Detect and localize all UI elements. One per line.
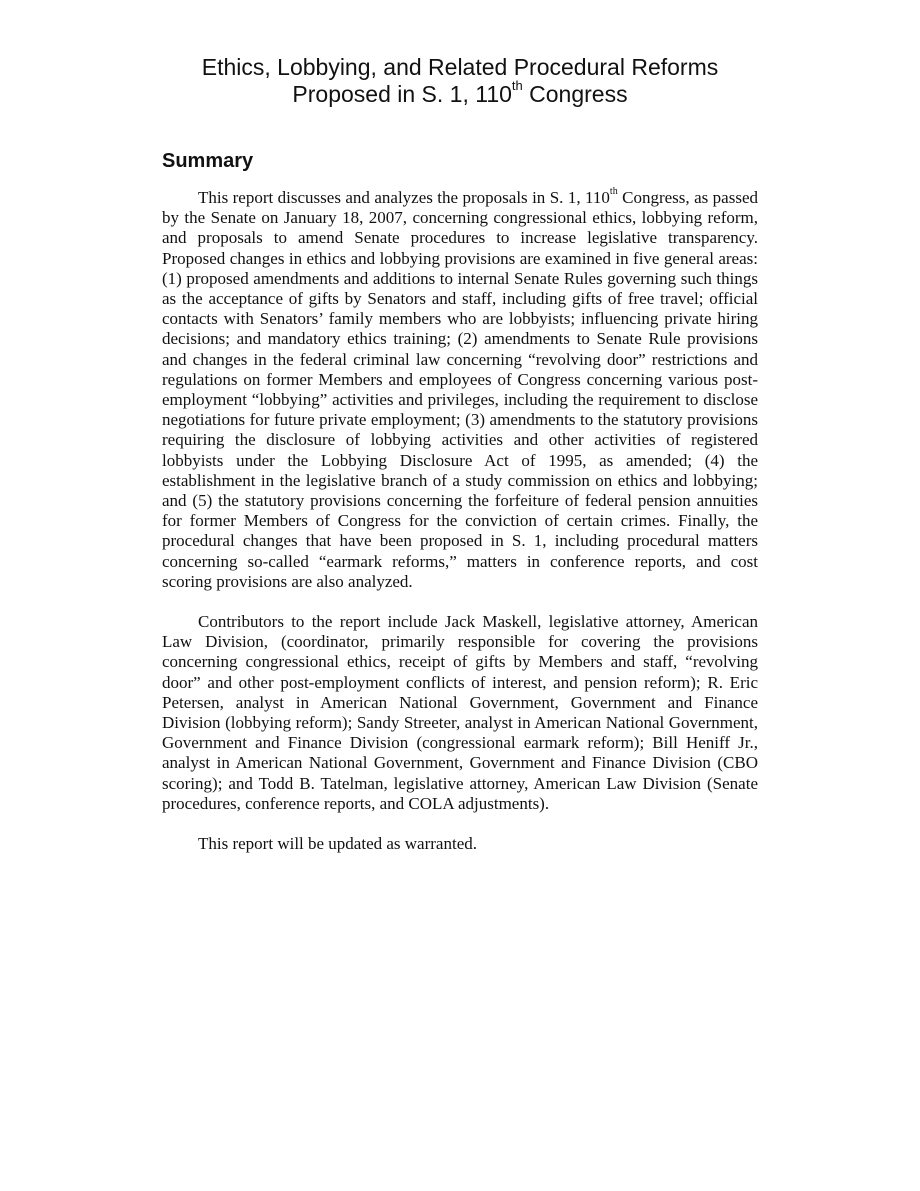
document-page bbox=[162, 54, 758, 854]
paragraph-1-text-rest: Congress, as passed by the Senate on January 18, 2007, concerning congressional ethics, lobbying reform, and proposals to amend Senate procedures to increase legislative transparency. Proposed changes in ethics and lobbying provisions are examined in five general areas: (1) proposed amendments and additions to internal Senate Rules governing such things as the acceptance of gifts by Senators and staff, including gifts of free travel; official contacts with Senators’ family members who are lobbyists; influencing private hiring decisions; and mandatory ethics training; (2) amendments to Senate Rule provisions and changes in the federal criminal law concerning “revolving door” restrictions and regulations on former Members and employees of Congress concerning various post-employment “lobbying” activities and privileges, including the requirement to disclose negotiations for future private employment; (3) amendments to the statutory provisions requiring the disclosure of lobbying activities and other activities of registered lobbyists under the Lobbying Disclosure Act of 1995, as amended; (4) the establishment in the legislative branch of a study commission on ethics and lobbying; and (5) the statutory provisions concerning the forfeiture of federal pension annuities for former Members of Congress for the conviction of certain crimes. Finally, the procedural changes that have been proposed in S. 1, including procedural matters concerning so-called “earmark reforms,” matters in conference reports, and cost scoring provisions are also analyzed. bbox=[162, 188, 758, 591]
document-title bbox=[162, 54, 758, 108]
title-line-2-suffix: Congress bbox=[522, 81, 628, 107]
summary-paragraph-1 bbox=[162, 188, 758, 592]
title-superscript: th bbox=[511, 78, 523, 94]
paragraph-1-text-start: This report discusses and analyzes the proposals in S. 1, 110 bbox=[198, 188, 610, 207]
summary-paragraph-3: This report will be updated as warranted. bbox=[198, 834, 477, 854]
title-line-2 bbox=[292, 78, 628, 107]
title-line-1: Ethics, Lobbying, and Related Procedural Reforms bbox=[201, 54, 719, 80]
summary-paragraph-2: Contributors to the report include Jack Maskell, legislative attorney, American Law Division, (coordinator, primarily responsible for covering the provisions concerning congressional ethics, receipt of gifts by Members and staff, “revolving door” and other post-employment conflicts of interest, and pension reform); R. Eric Petersen, analyst in American National Government, Government and Finance Division (lobbying reform); Sandy Streeter, analyst in American National Government, Government and Finance Division (congressional earmark reform); Bill Heniff Jr., analyst in American National Government, Government and Finance Division (CBO scoring); and Todd B. Tatelman, legislative attorney, American Law Division (Senate procedures, conference reports, and COLA adjustments). bbox=[162, 612, 758, 813]
section-heading-summary: Summary bbox=[162, 150, 254, 172]
paragraph-1-superscript: th bbox=[609, 186, 618, 198]
title-line-2-text: Proposed in S. 1, 110 bbox=[292, 81, 512, 107]
